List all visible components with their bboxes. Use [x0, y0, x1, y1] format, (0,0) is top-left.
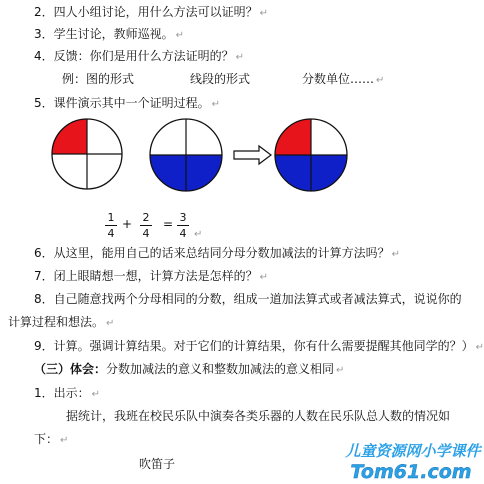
circle-one-quarter	[50, 117, 124, 191]
watermark-line-1: 儿童资源网小学课件	[345, 442, 481, 460]
fraction-two-quarters	[139, 211, 153, 240]
step-6-text: 6．从这里，能用自己的话来总结同分母分数加减法的计算方法吗？	[34, 246, 390, 260]
section-3-text: 分数加减法的意义和整数加减法的意义相同	[106, 362, 335, 376]
instrument-label	[139, 456, 175, 472]
show-1-text: 1．出示：	[34, 386, 90, 400]
step-2	[34, 4, 268, 22]
fraction-three-quarters	[176, 211, 190, 240]
numerator: 1	[107, 211, 115, 224]
instrument-text: 吹笛子	[139, 457, 176, 471]
show-1	[34, 385, 100, 403]
tom61-watermark-logo	[345, 438, 481, 484]
denominator: 4	[107, 227, 115, 240]
paragraph-mark: ↵	[194, 229, 203, 240]
example-segment: 线段的形式	[190, 72, 251, 86]
denominator: 4	[179, 227, 187, 240]
step-3	[34, 26, 184, 44]
paragraph-mark: ↵	[391, 249, 401, 260]
stat-intro-text: 据统计，我班在校民乐队中演奏各类乐器的人数在民乐队总人数的情况如	[66, 409, 451, 423]
example-figure: 例：图的形式	[62, 72, 135, 86]
step-4-text: 4．反馈：你们是用什么方法证明的？	[34, 49, 234, 63]
paragraph-mark: ↵	[211, 99, 221, 110]
step-7-text: 7．闭上眼睛想一想，计算方法是怎样的？	[34, 269, 258, 283]
section-3	[34, 361, 344, 379]
stat-intro	[66, 408, 450, 424]
equation-mark	[192, 225, 202, 243]
step-9-text: 9．计算。强调计算结果。对于它们的计算结果，你有什么需要提醒其他同学的？）	[34, 339, 474, 353]
section-3-heading: （三）体会：	[34, 362, 107, 376]
stat-intro-cont-text: 下：	[34, 432, 59, 446]
step-4	[34, 48, 244, 66]
paragraph-mark: ↵	[175, 30, 185, 41]
fraction-one-quarter	[104, 211, 118, 240]
step-8-cont-text: 计算过程和想法。	[8, 315, 105, 329]
step-5-text: 5．课件演示其中一个证明过程。	[34, 96, 210, 110]
step-5	[34, 95, 220, 113]
step-8-text: 8．自己随意找两个分母相同的分数，组成一道加法算式或者减法算式，说说你的	[34, 292, 462, 306]
right-arrow-icon	[233, 145, 273, 165]
step-9	[34, 338, 484, 356]
paragraph-mark: ↵	[106, 318, 115, 329]
paragraph-mark: ↵	[475, 342, 484, 353]
numerator: 3	[179, 211, 187, 224]
paragraph-mark: ↵	[259, 8, 269, 19]
paragraph-mark: ↵	[259, 272, 269, 283]
circle-three-quarters	[273, 117, 349, 193]
step-6	[34, 245, 400, 263]
stat-intro-cont	[34, 431, 68, 449]
circle-two-quarters	[148, 117, 224, 193]
paragraph-mark: ↵	[60, 435, 69, 446]
paragraph-mark: ↵	[91, 389, 101, 400]
numerator: 2	[142, 211, 150, 224]
plus-sign: +	[122, 217, 133, 231]
paragraph-mark: ↵	[336, 365, 345, 376]
equals-sign: =	[163, 217, 174, 231]
paragraph-mark: ↵	[376, 75, 385, 86]
step-2-text: 2．四人小组讨论，用什么方法可以证明？	[34, 5, 258, 19]
paragraph-mark: ↵	[235, 52, 245, 63]
step-3-text: 3．学生讨论，教师巡视。	[34, 27, 174, 41]
example-methods	[62, 71, 384, 89]
denominator: 4	[142, 227, 150, 240]
step-8-cont	[8, 314, 114, 332]
example-unit: 分数单位……	[302, 72, 375, 86]
step-8	[34, 291, 462, 307]
step-7	[34, 268, 268, 286]
watermark-line-2: Tom61.com	[350, 461, 472, 483]
